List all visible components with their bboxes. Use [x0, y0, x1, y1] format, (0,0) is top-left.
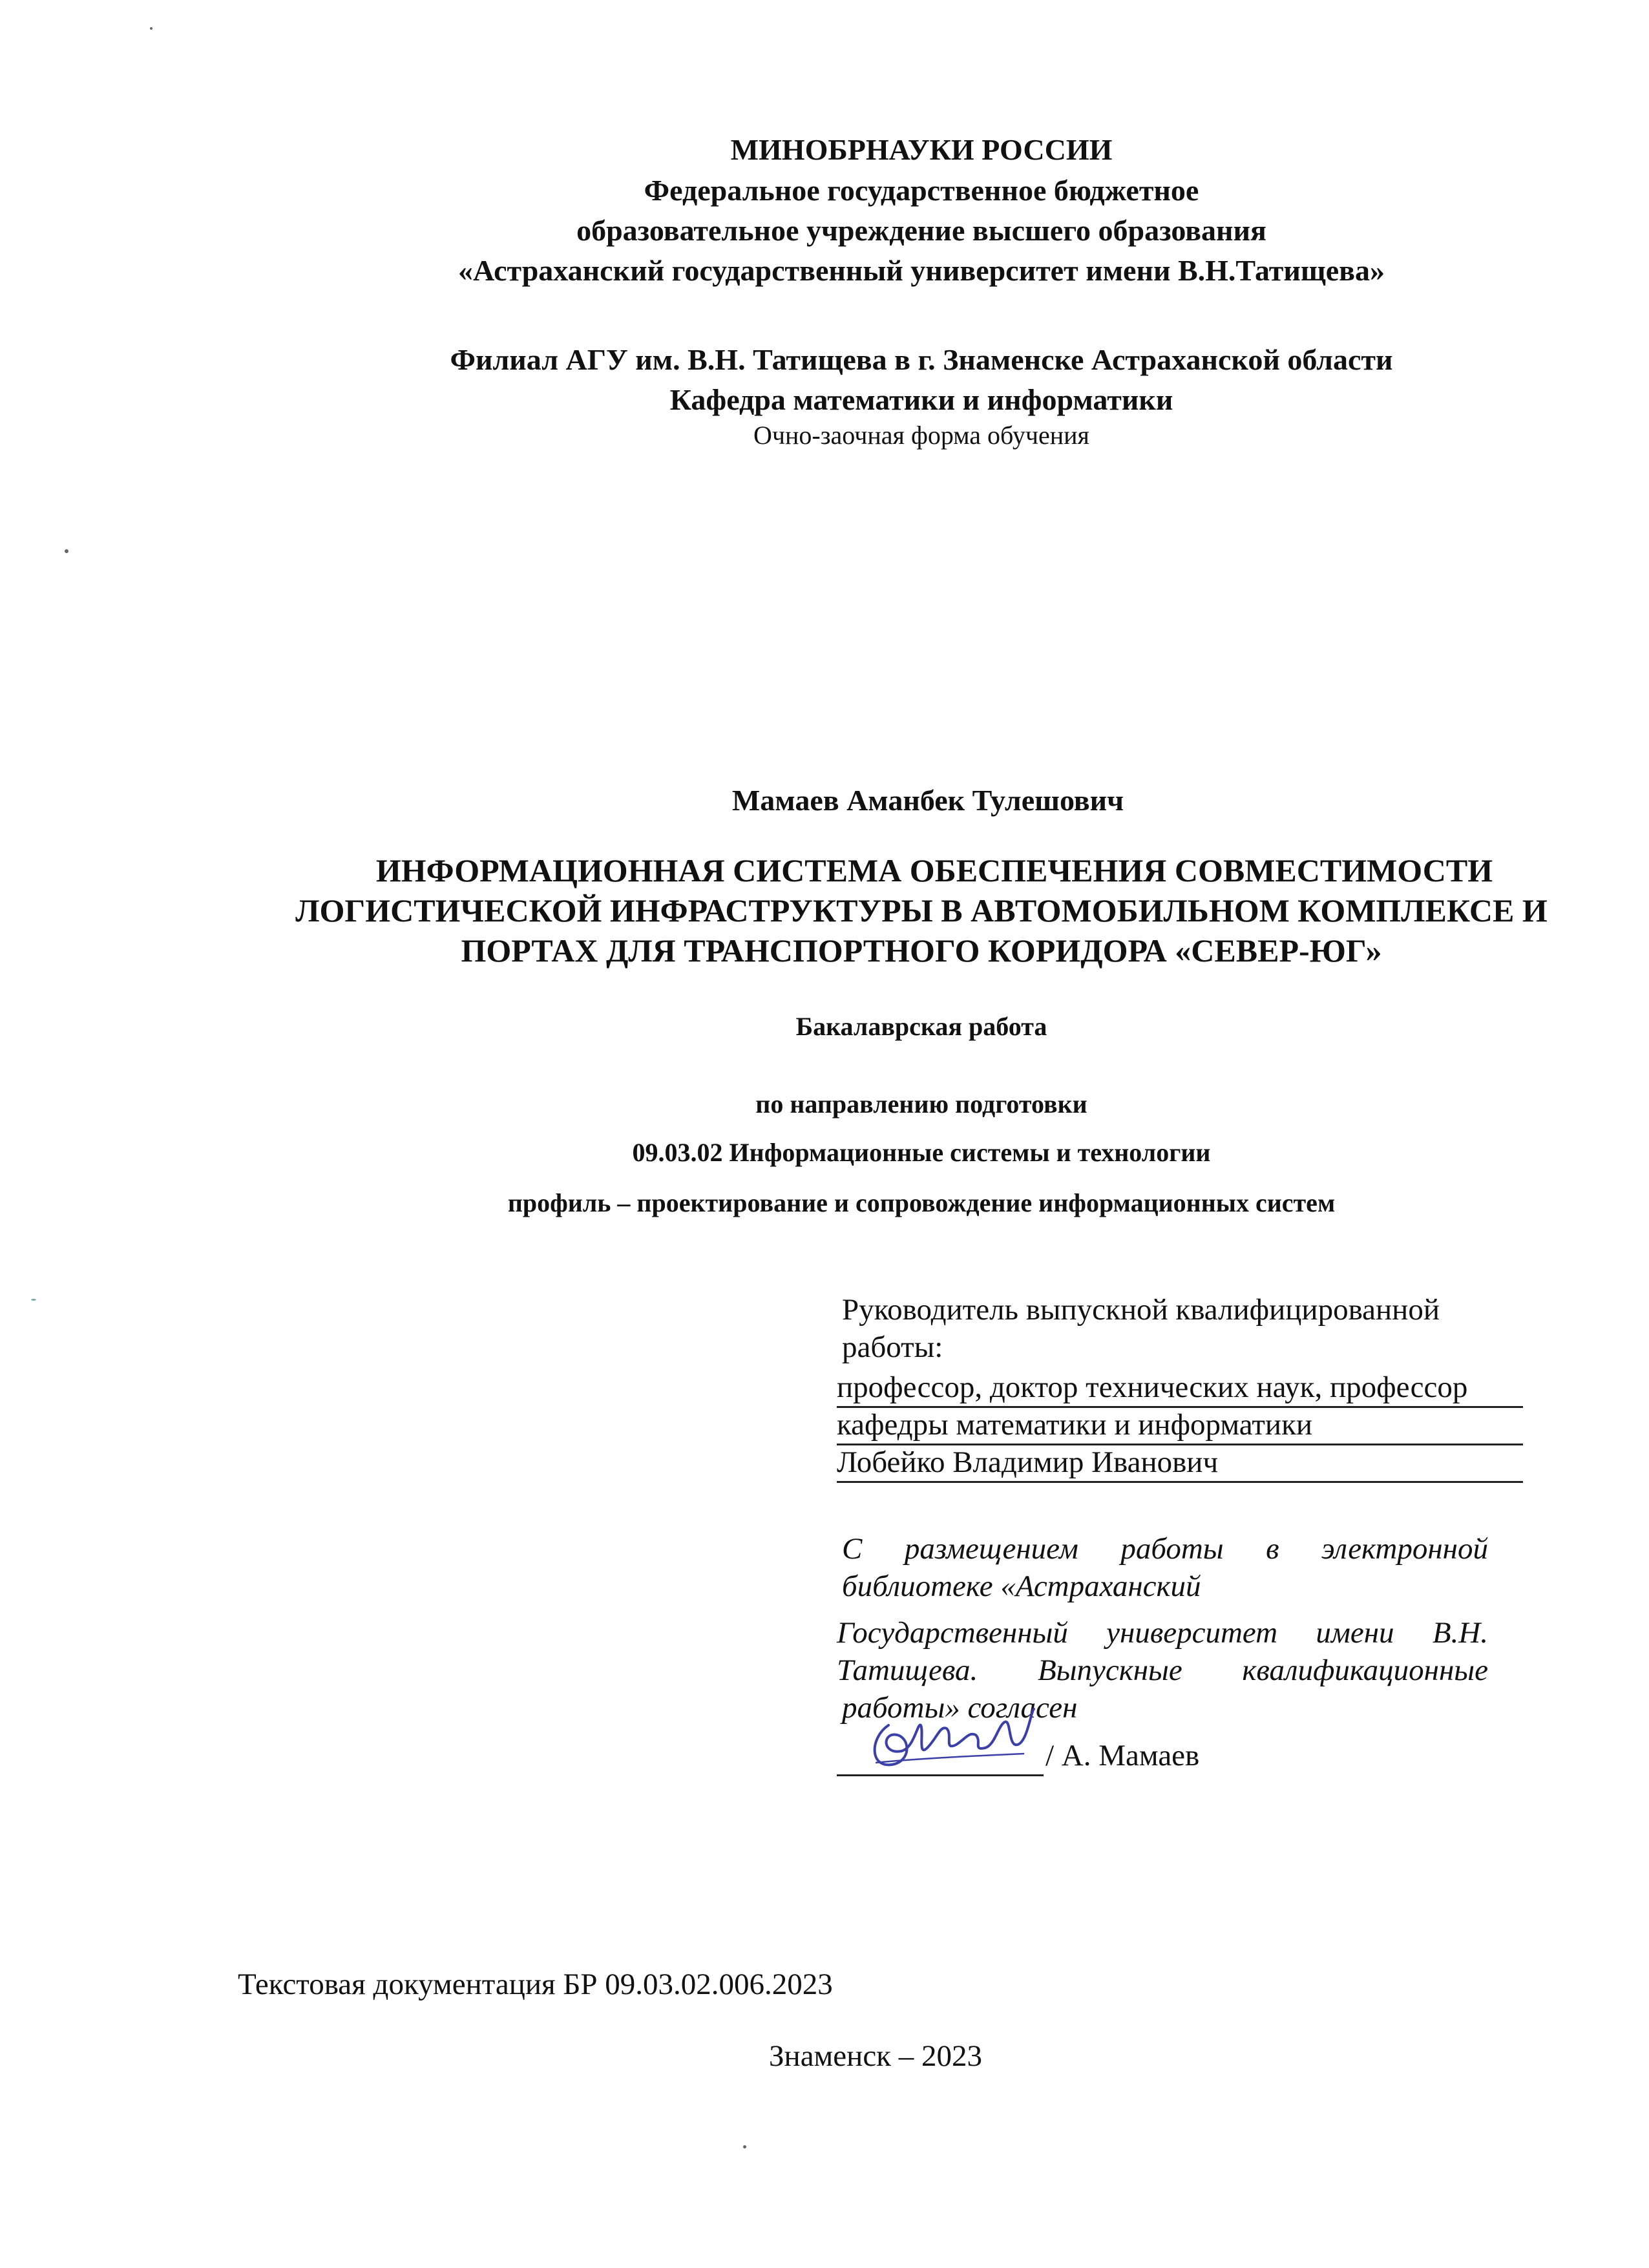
author-name: Мамаев Аманбек Тулешович — [731, 784, 1124, 817]
study-form: Очно-заочная форма обучения — [753, 421, 1089, 450]
scan-speck — [150, 27, 152, 30]
direction-code: 09.03.02 Информационные системы и технологии — [632, 1138, 1211, 1167]
scan-speck — [65, 549, 68, 553]
thesis-title-line-1: ИНФОРМАЦИОННАЯ СИСТЕМА ОБЕСПЕЧЕНИЯ СОВМЕСТИМОСТИ — [375, 852, 1493, 888]
direction-profile: профиль – проектирование и сопровождение информационных систем — [507, 1188, 1336, 1217]
document-code: Текстовая документация БР 09.03.02.006.2023 — [238, 1968, 833, 2001]
university-name: «Астраханский государственный университет имени В.Н.Татищева» — [458, 254, 1385, 287]
supervisor-block — [837, 1292, 1523, 1499]
scan-speck — [31, 1299, 36, 1301]
supervisor-label-line-1: Руководитель выпускной квалифицированной — [842, 1293, 1440, 1327]
institution-line-2: Федеральное государственное бюджетное — [644, 174, 1199, 207]
work-type: Бакалаврская работа — [795, 1012, 1047, 1041]
consent-line-2: библиотеке «Астраханский — [842, 1570, 1201, 1603]
supervisor-position-line-1: профессор, доктор технических наук, профессор — [837, 1370, 1468, 1404]
signature-name: / А. Мамаев — [1045, 1739, 1200, 1772]
ministry-heading: МИНОБРНАУКИ РОССИИ — [730, 133, 1113, 166]
direction-label: по направлению подготовки — [755, 1089, 1087, 1118]
branch-name: Филиал АГУ им. В.Н. Татищева в г. Знаменске Астраханской области — [450, 343, 1393, 376]
supervisor-label-line-2: работы: — [842, 1330, 943, 1364]
consent-line-3: Государственный университет имени В.Н. — [837, 1616, 1488, 1650]
underline — [837, 1481, 1523, 1483]
supervisor-position-line-2: кафедры математики и информатики — [837, 1408, 1313, 1442]
consent-line-4: Татищева. Выпускные квалификационные — [837, 1654, 1488, 1687]
consent-line-1: С размещением работы в электронной — [842, 1532, 1488, 1566]
institution-line-3: образовательное учреждение высшего образования — [576, 214, 1266, 247]
thesis-title-line-3: ПОРТАХ ДЛЯ ТРАНСПОРТНОГО КОРИДОРА «СЕВЕР-ЮГ» — [461, 932, 1382, 969]
handwritten-signature — [863, 1686, 1056, 1783]
thesis-title-line-2: ЛОГИСТИЧЕСКОЙ ИНФРАСТРУКТУРЫ В АВТОМОБИЛЬНОМ КОМПЛЕКСЕ И — [295, 892, 1548, 929]
city-year: Знаменск – 2023 — [769, 2039, 983, 2073]
department-name: Кафедра математики и информатики — [669, 383, 1173, 416]
consent-line-5: работы» согласен — [842, 1691, 1078, 1725]
supervisor-name: Лобейко Владимир Иванович — [837, 1445, 1219, 1479]
signature-line — [837, 1774, 1044, 1776]
scan-speck — [743, 2145, 746, 2148]
